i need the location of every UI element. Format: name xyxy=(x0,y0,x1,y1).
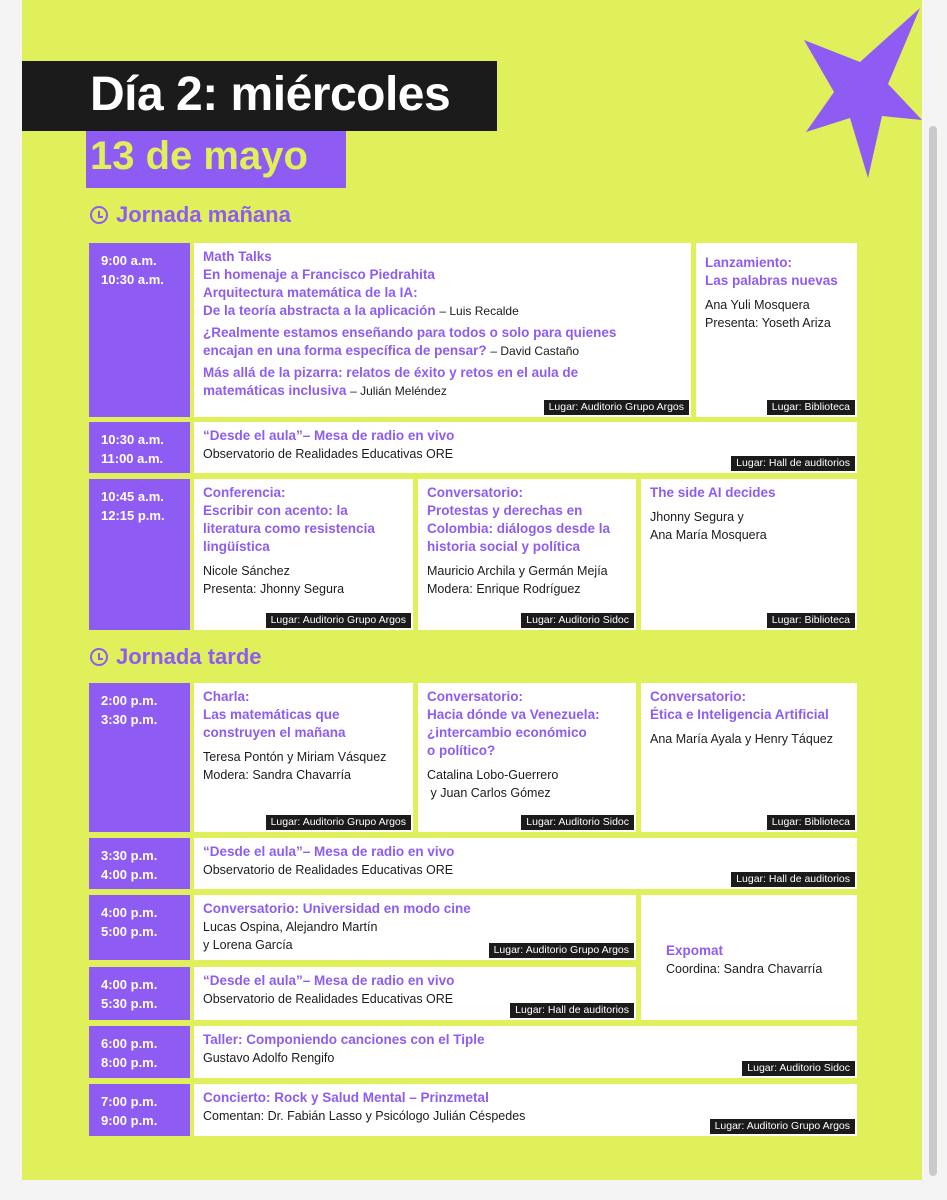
event-presenter: Presenta: Jhonny Segura xyxy=(203,582,345,596)
event-subtitle: En homenaje a Francisco Piedrahita xyxy=(203,267,435,282)
event-speaker: Ana María Mosquera xyxy=(650,528,767,542)
speaker: – Luis Recalde xyxy=(439,304,519,318)
start-time: 10:45 a.m. xyxy=(101,489,164,504)
event-radio-2 xyxy=(194,838,857,889)
event-conferencia xyxy=(194,479,413,630)
event-concierto xyxy=(194,1084,857,1136)
event-subtitle: historia social y política xyxy=(427,539,581,554)
end-time: 3:30 p.m. xyxy=(101,712,158,727)
event-title: Conferencia: xyxy=(203,485,286,500)
event-taller xyxy=(194,1026,857,1078)
venue-badge: Lugar: Auditorio Grupo Argos xyxy=(266,613,411,628)
venue-badge: Lugar: Auditorio Grupo Argos xyxy=(489,943,634,958)
talk-title: Más allá de la pizarra: relatos de éxito y retos en el aula de xyxy=(203,365,579,380)
event-organizer: Observatorio de Realidades Educativas ORE xyxy=(203,863,454,877)
event-subtitle: Hacia dónde va Venezuela: xyxy=(427,707,600,722)
event-subtitle: Las palabras nuevas xyxy=(705,273,838,288)
day-date: 13 de mayo xyxy=(90,134,308,178)
event-speaker: Catalina Lobo-Guerrero xyxy=(427,768,559,782)
schedule-page xyxy=(22,0,922,1180)
venue-badge: Lugar: Auditorio Sidoc xyxy=(521,815,634,830)
date-bar xyxy=(86,131,346,188)
talk-title: matemáticas inclusiva xyxy=(203,383,347,398)
section-afternoon xyxy=(90,644,262,670)
event-subtitle: Ética e Inteligencia Artificial xyxy=(650,707,829,722)
event-title: “Desde el aula”– Mesa de radio en vivo xyxy=(203,428,455,443)
venue-badge: Lugar: Auditorio Grupo Argos xyxy=(544,400,689,415)
speaker: – Julián Meléndez xyxy=(350,384,447,398)
event-speaker: Jhonny Segura y xyxy=(650,510,744,524)
venue-badge: Lugar: Biblioteca xyxy=(767,815,855,830)
scrollbar[interactable] xyxy=(929,126,937,1176)
talk-title: Arquitectura matemática de la IA: xyxy=(203,285,418,300)
end-time: 10:30 a.m. xyxy=(101,272,164,287)
event-speaker: y Juan Carlos Gómez xyxy=(427,786,551,800)
start-time: 9:00 a.m. xyxy=(101,253,157,268)
star-decoration-icon xyxy=(782,0,922,180)
start-time: 6:00 p.m. xyxy=(101,1036,158,1051)
time-slot-7 xyxy=(89,967,190,1020)
time-slot-5 xyxy=(89,838,190,889)
venue-badge: Lugar: Hall de auditorios xyxy=(731,872,855,887)
event-protestas xyxy=(418,479,636,630)
event-subtitle: Escribir con acento: la xyxy=(203,503,348,518)
time-slot-4 xyxy=(89,683,190,832)
event-coordinator: Coordina: Sandra Chavarría xyxy=(666,962,823,976)
event-subtitle: lingüística xyxy=(203,539,270,554)
event-title: Concierto: Rock y Salud Mental – Prinzmetal xyxy=(203,1090,489,1105)
section-morning xyxy=(90,202,291,228)
event-moderator: Modera: Sandra Chavarría xyxy=(203,768,351,782)
venue-badge: Lugar: Auditorio Grupo Argos xyxy=(710,1119,855,1134)
time-slot-1 xyxy=(89,243,190,417)
event-title: Conversatorio: xyxy=(427,689,524,704)
event-moderator: Modera: Enrique Rodríguez xyxy=(427,582,581,596)
end-time: 9:00 p.m. xyxy=(101,1113,158,1128)
end-time: 11:00 a.m. xyxy=(101,451,164,466)
event-title: Math Talks xyxy=(203,249,272,264)
start-time: 4:00 p.m. xyxy=(101,905,158,920)
event-radio-1 xyxy=(194,422,857,473)
event-title: Taller: Componiendo canciones con el Tiple xyxy=(203,1032,485,1047)
event-speaker: Mauricio Archila y Germán Mejía xyxy=(427,564,608,578)
event-lanzamiento xyxy=(696,243,857,417)
event-presenter: Presenta: Yoseth Ariza xyxy=(705,316,831,330)
event-subtitle: Protestas y derechas en xyxy=(427,503,583,518)
event-subtitle: Las matemáticas que xyxy=(203,707,340,722)
time-slot-8 xyxy=(89,1026,190,1078)
end-time: 4:00 p.m. xyxy=(101,867,158,882)
start-time: 4:00 p.m. xyxy=(101,977,158,992)
event-organizer: Observatorio de Realidades Educativas ORE xyxy=(203,447,454,461)
venue-badge: Lugar: Hall de auditorios xyxy=(731,456,855,471)
event-subtitle: construyen el mañana xyxy=(203,725,346,740)
time-slot-6 xyxy=(89,895,190,960)
venue-badge: Lugar: Hall de auditorios xyxy=(510,1003,634,1018)
event-subtitle: ¿intercambio económico xyxy=(427,725,587,740)
talk-title: ¿Realmente estamos enseñando para todos o solo para quienes xyxy=(203,325,617,340)
event-speaker: y Lorena García xyxy=(203,938,293,952)
event-commentators: Comentan: Dr. Fabián Lasso y Psicólogo Julián Céspedes xyxy=(203,1109,526,1123)
day-title: Día 2: miércoles xyxy=(90,68,451,121)
event-venezuela xyxy=(418,683,636,832)
end-time: 8:00 p.m. xyxy=(101,1055,158,1070)
event-expomat xyxy=(641,895,857,1020)
event-speaker: Nicole Sánchez xyxy=(203,564,290,578)
time-slot-2 xyxy=(89,422,190,473)
start-time: 10:30 a.m. xyxy=(101,432,164,447)
clock-icon xyxy=(90,648,108,666)
event-side-ai xyxy=(641,479,857,630)
event-subtitle: literatura como resistencia xyxy=(203,521,375,536)
event-math-talks xyxy=(194,243,691,417)
event-organizer: Observatorio de Realidades Educativas ORE xyxy=(203,992,454,1006)
time-slot-9 xyxy=(89,1084,190,1136)
time-slot-3 xyxy=(89,479,190,630)
talk-title: encajan en una forma específica de pensar? xyxy=(203,343,487,358)
event-title: Conversatorio: xyxy=(427,485,524,500)
event-subtitle: o político? xyxy=(427,743,496,758)
event-title: The side AI decides xyxy=(650,485,776,500)
event-title: Conversatorio: xyxy=(650,689,747,704)
event-title: “Desde el aula”– Mesa de radio en vivo xyxy=(203,973,455,988)
event-etica xyxy=(641,683,857,832)
event-title: Expomat xyxy=(666,943,724,958)
event-speaker: Lucas Ospina, Alejandro Martín xyxy=(203,920,378,934)
section-afternoon-label: Jornada tarde xyxy=(116,644,262,669)
end-time: 5:30 p.m. xyxy=(101,996,158,1011)
event-speaker: Ana Yuli Mosquera xyxy=(705,298,810,312)
venue-badge: Lugar: Auditorio Sidoc xyxy=(742,1061,855,1076)
start-time: 2:00 p.m. xyxy=(101,693,158,708)
event-title: Charla: xyxy=(203,689,250,704)
event-speaker: Ana María Ayala y Henry Táquez xyxy=(650,732,833,746)
event-subtitle: Colombia: diálogos desde la xyxy=(427,521,611,536)
event-title: Lanzamiento: xyxy=(705,255,793,270)
venue-badge: Lugar: Auditorio Sidoc xyxy=(521,613,634,628)
event-speaker: Gustavo Adolfo Rengifo xyxy=(203,1051,335,1065)
speaker: – David Castaño xyxy=(490,344,580,358)
event-title: “Desde el aula”– Mesa de radio en vivo xyxy=(203,844,455,859)
event-charla xyxy=(194,683,413,832)
event-speaker: Teresa Pontón y Miriam Vásquez xyxy=(203,750,387,764)
venue-badge: Lugar: Biblioteca xyxy=(767,400,855,415)
talk-title: De la teoría abstracta a la aplicación xyxy=(203,303,436,318)
clock-icon xyxy=(90,206,108,224)
event-title: Conversatorio: Universidad en modo cine xyxy=(203,901,471,916)
end-time: 5:00 p.m. xyxy=(101,924,158,939)
start-time: 3:30 p.m. xyxy=(101,848,158,863)
venue-badge: Lugar: Biblioteca xyxy=(767,613,855,628)
start-time: 7:00 p.m. xyxy=(101,1094,158,1109)
day-title-bar xyxy=(22,61,497,131)
section-morning-label: Jornada mañana xyxy=(116,202,291,227)
event-cine xyxy=(194,895,636,960)
venue-badge: Lugar: Auditorio Grupo Argos xyxy=(266,815,411,830)
end-time: 12:15 p.m. xyxy=(101,508,165,523)
event-radio-3 xyxy=(194,967,636,1020)
